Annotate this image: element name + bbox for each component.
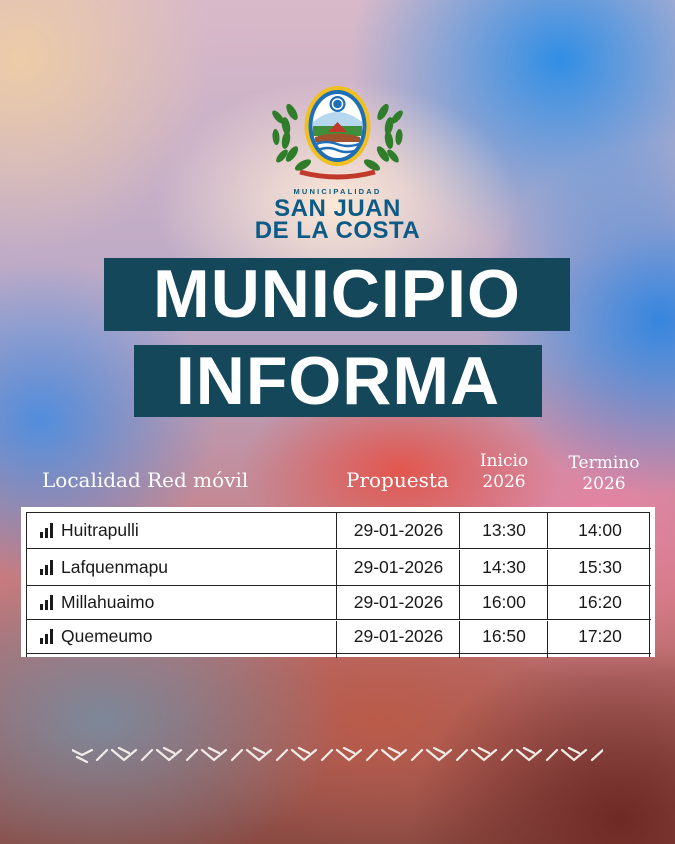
table-row (27, 550, 651, 586)
header-localidad: Localidad Red móvil (42, 468, 249, 492)
decorative-pattern (72, 744, 603, 766)
org-name-line2: DE LA COSTA (254, 217, 421, 244)
municipal-crest-logo (270, 82, 405, 182)
cell-divider (459, 653, 548, 658)
header-termino (560, 453, 648, 495)
cell-inicio: 16:00 (459, 586, 548, 619)
header-propuesta: Propuesta (346, 468, 449, 492)
cell-termino: 15:30 (547, 550, 652, 585)
header-termino-label: Termino (568, 453, 640, 473)
signal-bars-icon (39, 560, 55, 575)
table-row (27, 586, 651, 620)
table-row (27, 513, 651, 549)
cell-termino: 14:00 (547, 513, 652, 548)
cell-localidad (27, 550, 336, 585)
cell-propuesta: 29-01-2026 (336, 550, 460, 585)
cell-divider (336, 653, 460, 658)
schedule-table-grid (26, 512, 650, 657)
signal-bars-icon (39, 629, 55, 644)
localidad-name: Millahuaimo (61, 592, 155, 612)
header-inicio (472, 451, 536, 493)
localidad-name: Lafquenmapu (61, 556, 169, 577)
table-row-partial (27, 653, 651, 658)
org-label-small: MUNICIPALIDAD (293, 187, 382, 196)
title-line2: INFORMA (134, 345, 542, 417)
signal-bars-icon (39, 595, 55, 610)
cell-divider (547, 653, 652, 658)
localidad-name: Quemeumo (61, 626, 153, 646)
header-inicio-year: 2026 (482, 472, 526, 492)
cell-inicio: 13:30 (459, 513, 548, 548)
cell-termino: 17:20 (547, 621, 652, 653)
localidad-name: Huitrapulli (61, 520, 139, 540)
cell-inicio: 16:50 (459, 621, 548, 653)
cell-propuesta: 29-01-2026 (336, 513, 460, 548)
signal-bars-icon (39, 523, 55, 538)
cell-localidad (27, 513, 336, 548)
cell-propuesta: 29-01-2026 (336, 586, 460, 619)
cell-propuesta: 29-01-2026 (336, 621, 460, 653)
org-name-line1: SAN JUAN (274, 195, 401, 222)
schedule-table (21, 507, 655, 657)
header-inicio-label: Inicio (479, 451, 529, 471)
title-line1: MUNICIPIO (104, 258, 570, 331)
cell-inicio: 14:30 (459, 550, 548, 585)
table-row (27, 621, 651, 654)
cell-localidad (27, 586, 336, 619)
cell-localidad (27, 621, 336, 653)
header-termino-year: 2026 (582, 474, 626, 494)
cell-termino: 16:20 (547, 586, 652, 619)
